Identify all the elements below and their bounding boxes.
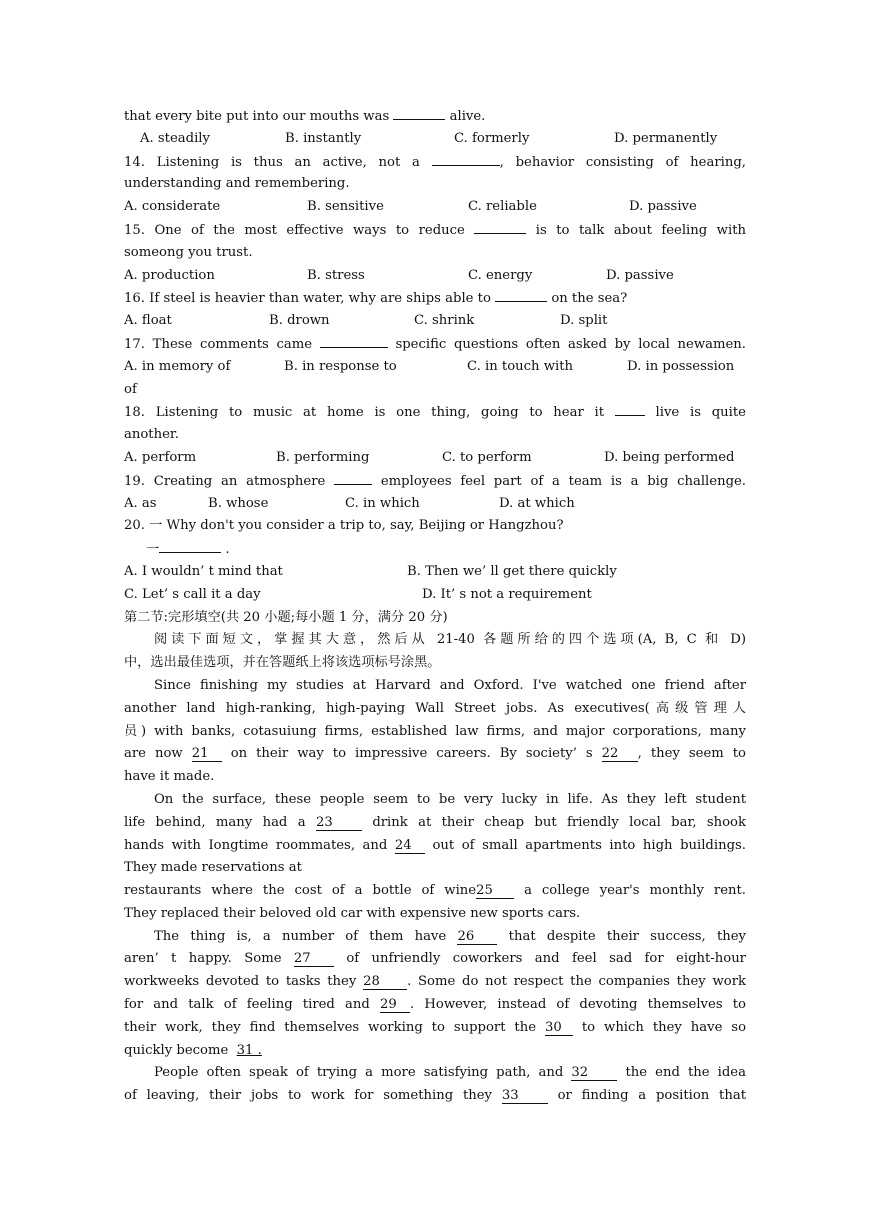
q20-options-row1	[124, 561, 746, 584]
q20-options-row2	[124, 584, 746, 607]
q15-option-b: B. stress	[307, 267, 365, 283]
q13-stem: that every bite put into our mouths was alive.	[124, 105, 746, 128]
blank-31: 31 .	[236, 1042, 262, 1058]
blank-25: 25	[476, 884, 514, 899]
q13-blank	[393, 105, 445, 120]
blank-32: 32	[571, 1066, 617, 1081]
q19-option-b: B. whose	[208, 495, 269, 511]
q18-stem-cont: another.	[124, 427, 179, 443]
q19-blank	[334, 470, 372, 485]
q15-stem-cont: someong you trust.	[124, 244, 253, 260]
q18-blank	[615, 401, 645, 416]
q18-option-b: B. performing	[276, 449, 370, 465]
q17-blank	[320, 333, 388, 348]
passage-p3-line3: workweeks devoted to tasks they 28 . Some do not respect the companies they work	[124, 974, 746, 990]
q20-option-b: B. Then we’ ll get there quickly	[407, 563, 617, 579]
passage-p3-line6: quickly become 31 .	[124, 1042, 262, 1058]
q13-option-d: D. permanently	[614, 130, 718, 146]
q18-option-c: C. to perform	[442, 449, 532, 465]
q14-option-a: A. considerate	[124, 199, 221, 215]
section2-instruction-cont: 中，选出最佳选项，并在答题纸上将该选项标号涂黑。	[124, 655, 441, 671]
q16-option-b: B. drown	[269, 313, 330, 329]
passage-p2-line3: hands with Iongtime roommates, and 24 out of small apartments into high buildings.	[124, 837, 746, 853]
q16-options	[124, 310, 746, 333]
q16-option-a: A. float	[124, 313, 172, 329]
blank-24: 24	[395, 839, 425, 854]
q15-option-c: C. energy	[468, 267, 533, 283]
q14-stem: 14. Listening is thus an active, not a , behavior consisting of hearing,	[124, 151, 746, 174]
section2-instruction: 阅读下面短文，掌握其大意，然后从 21-40 各题所给的四个选项(A, B, C 和 D)	[154, 632, 746, 648]
q14-blank	[432, 151, 500, 166]
passage-p1-line3: 员) with banks, cotasuiung firms, established law firms, and major corporations, many	[124, 723, 746, 739]
q17-options	[124, 356, 746, 379]
q19-option-a: A. as	[124, 495, 157, 511]
passage-p3-line2: aren’ t happy. Some 27 of unfriendly coworkers and feel sad for eight-hour	[124, 951, 746, 967]
q15-options	[124, 265, 746, 288]
q19-options	[124, 493, 746, 516]
blank-21: 21	[192, 747, 222, 762]
passage-p3-line5: their work, they find themselves working to support the 30 to which they have so	[124, 1019, 746, 1035]
q14-stem-cont: understanding and remembering.	[124, 176, 350, 192]
q19-stem: 19. Creating an atmosphere employees feel part of a team is a big challenge.	[124, 470, 746, 493]
passage-p2-line4: They made reservations at	[124, 860, 302, 876]
passage-p4-line2: of leaving, their jobs to work for something they 33 or finding a position that	[124, 1088, 746, 1104]
q13-option-a: A. steadily	[140, 130, 210, 146]
q13-option-c: C. formerly	[454, 130, 530, 146]
exam-page	[124, 105, 746, 1108]
blank-26: 26	[457, 930, 497, 945]
passage-p1-line1: Since finishing my studies at Harvard and Oxford. I've watched one friend after	[154, 677, 746, 693]
section2-heading: 第二节:完形填空(共 20 小题;每小题 1 分，满分 20 分)	[124, 609, 448, 625]
q16-blank	[495, 287, 547, 302]
passage-p1-line5: have it made.	[124, 769, 215, 785]
q13-options	[124, 128, 746, 151]
blank-28: 28	[363, 975, 407, 990]
q14-options	[124, 196, 746, 219]
blank-27: 27	[294, 952, 334, 967]
q17-option-d: D. in possession	[627, 358, 735, 374]
q19-option-c: C. in which	[345, 495, 420, 511]
passage-p4-line1: People often speak of trying a more satisfying path, and 32 the end the idea	[154, 1065, 746, 1081]
q20-option-d: D. It’ s not a requirement	[422, 586, 592, 602]
passage-p1-line4: are now 21 on their way to impressive careers. By society’ s 22 , they seem to	[124, 746, 746, 762]
q17-option-c: C. in touch with	[467, 358, 574, 374]
q20-option-a: A. I wouldn’ t mind that	[124, 563, 283, 579]
passage-p3-line4: for and talk of feeling tired and 29 . However, instead of devoting themselves to	[124, 997, 746, 1013]
q16-stem: 16. If steel is heavier than water, why are ships able to on the sea?	[124, 287, 746, 310]
q20-stem: 20. 一 Why don't you consider a trip to, say, Beijing or Hangzhou?	[124, 518, 564, 534]
blank-23: 23	[316, 816, 362, 831]
q13-option-b: B. instantly	[285, 130, 362, 146]
passage-p3-line1: The thing is, a number of them have 26 that despite their success, they	[154, 928, 746, 944]
q18-option-a: A. perform	[124, 449, 197, 465]
q15-option-a: A. production	[124, 267, 215, 283]
q17-option-a: A. in memory of	[124, 358, 231, 374]
q18-stem: 18. Listening to music at home is one thing, going to hear it live is quite	[124, 401, 746, 424]
q17-option-b: B. in response to	[284, 358, 397, 374]
q15-blank	[474, 219, 526, 234]
q14-option-c: C. reliable	[468, 199, 537, 215]
q20-blank	[159, 538, 221, 553]
q16-option-d: D. split	[560, 313, 608, 329]
q20-option-c: C. Let’ s call it a day	[124, 586, 261, 602]
blank-30: 30	[545, 1021, 573, 1036]
q18-options	[124, 447, 746, 470]
blank-29: 29	[380, 998, 410, 1013]
q16-option-c: C. shrink	[414, 313, 475, 329]
passage-p1-line2: another land high-ranking, high-paying Wall Street jobs. As executives(高级管理人	[124, 700, 746, 716]
q20-reply: 一 .	[124, 538, 746, 561]
passage-p2-line2: life behind, many had a 23 drink at their cheap but friendly local bar, shook	[124, 814, 746, 830]
blank-33: 33	[502, 1089, 548, 1104]
q14-option-b: B. sensitive	[307, 199, 384, 215]
q15-option-d: D. passive	[606, 267, 674, 283]
passage-p2-line6: They replaced their beloved old car with expensive new sports cars.	[124, 905, 581, 921]
q17-stem: 17. These comments came specific questions often asked by local newamen.	[124, 333, 746, 356]
passage-p2-line1: On the surface, these people seem to be very lucky in life. As they left student	[154, 791, 746, 807]
q15-stem: 15. One of the most effective ways to reduce is to talk about feeling with	[124, 219, 746, 242]
passage-p2-line5: restaurants where the cost of a bottle of wine25 a college year's monthly rent.	[124, 883, 746, 899]
q17-option-d-wrap: of	[124, 381, 137, 397]
q18-option-d: D. being performed	[604, 449, 735, 465]
q19-option-d: D. at which	[499, 495, 575, 511]
blank-22: 22	[602, 747, 638, 762]
q14-option-d: D. passive	[629, 199, 697, 215]
